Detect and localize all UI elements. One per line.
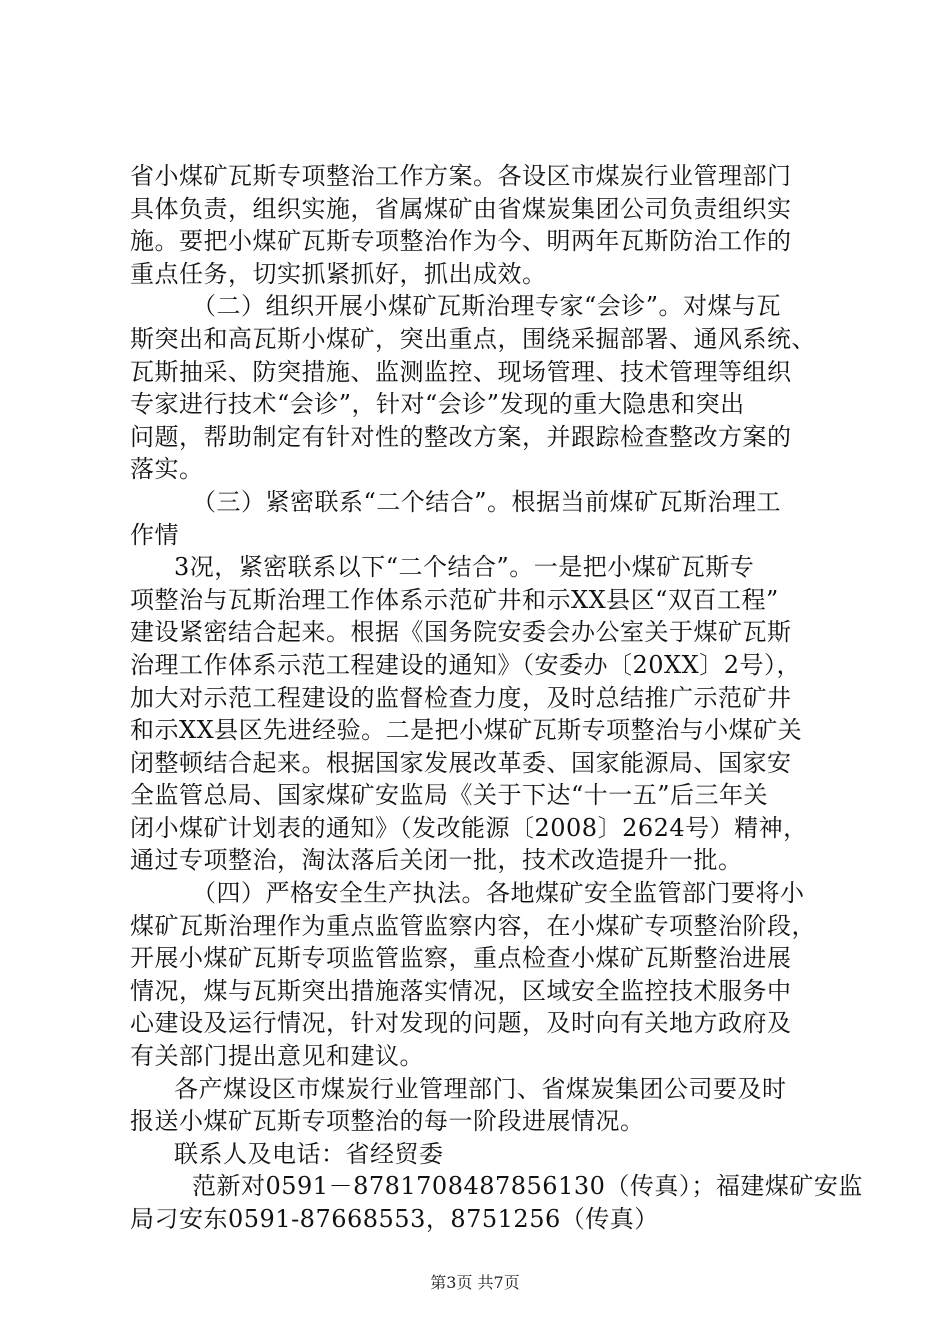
text-line: 心建设及运行情况，针对发现的问题，及时向有关地方政府及: [130, 1009, 792, 1038]
text-line: 情况，煤与瓦斯突出措施落实情况，区域安全监控技术服务中: [130, 976, 792, 1005]
text-line: 项整治与瓦斯治理工作体系示范矿井和示XX县区“双百工程”: [130, 585, 779, 614]
text-line: 煤矿瓦斯治理作为重点监管监察内容，在小煤矿专项整治阶段，: [130, 911, 816, 940]
document-body: [130, 160, 863, 1236]
text-line: 专家进行技术“会诊”，针对“会诊”发现的重大隐患和突出: [130, 390, 745, 419]
text-line-paragraph-start: 3况，紧密联系以下“二个结合”。一是把小煤矿瓦斯专: [174, 553, 755, 582]
page-number-footer: 第3页 共7页: [430, 1273, 520, 1292]
text-line-paragraph-start: （三）紧密联系“二个结合”。根据当前煤矿瓦斯治理工: [192, 487, 782, 516]
text-line: 建设紧密结合起来。根据《国务院安委会办公室关于煤矿瓦斯: [130, 618, 792, 647]
text-line-paragraph-start: （四）严格安全生产执法。各地煤矿安全监管部门要将小: [192, 879, 805, 908]
text-line: 有关部门提出意见和建议。: [130, 1042, 424, 1071]
text-line: 全监管总局、国家煤矿安监局《关于下达“十一五”后三年关: [130, 781, 769, 810]
text-line: 和示XX县区先进经验。二是把小煤矿瓦斯专项整治与小煤矿关: [130, 716, 803, 745]
text-line: 落实。: [130, 455, 204, 484]
text-line: 斯突出和高瓦斯小煤矿，突出重点，围绕采掘部署、通风系统、: [130, 324, 816, 353]
text-line-paragraph-start: 范新对0591－8781708487856130（传真）；福建煤矿安监: [192, 1172, 863, 1201]
text-line: 闭整顿结合起来。根据国家发展改革委、国家能源局、国家安: [130, 748, 792, 777]
text-line: 治理工作体系示范工程建设的通知》（安委办〔20XX〕2号），: [130, 650, 801, 679]
text-line: 开展小煤矿瓦斯专项监管监察，重点检查小煤矿瓦斯整治进展: [130, 944, 792, 973]
text-line: 闭小煤矿计划表的通知》（发改能源〔2008〕2624号）精神，: [130, 813, 808, 842]
text-line: 问题，帮助制定有针对性的整改方案，并跟踪检查整改方案的: [130, 422, 792, 451]
text-line: 重点任务，切实抓紧抓好，抓出成效。: [130, 259, 547, 288]
text-line: 通过专项整治，淘汰落后关闭一批，技术改造提升一批。: [130, 846, 743, 875]
text-line: 具体负责，组织实施，省属煤矿由省煤炭集团公司负责组织实: [130, 194, 792, 223]
text-line: 局刁安东0591-87668553，8751256（传真）: [130, 1205, 659, 1233]
text-line-paragraph-start: （二）组织开展小煤矿瓦斯治理专家“会诊”。对煤与瓦: [192, 292, 782, 321]
text-line: 作情: [130, 520, 179, 549]
text-line: 报送小煤矿瓦斯专项整治的每一阶段进展情况。: [130, 1107, 645, 1136]
text-line: 省小煤矿瓦斯专项整治工作方案。各设区市煤炭行业管理部门: [130, 162, 792, 190]
text-line: 施。要把小煤矿瓦斯专项整治作为今、明两年瓦斯防治工作的: [130, 227, 792, 256]
text-line: 加大对示范工程建设的监督检查力度，及时总结推广示范矿井: [130, 683, 792, 712]
text-line-paragraph-start: 各产煤设区市煤炭行业管理部门、省煤炭集团公司要及时: [174, 1074, 787, 1103]
text-line-paragraph-start: 联系人及电话：省经贸委: [174, 1139, 444, 1168]
text-line: 瓦斯抽采、防突措施、监测监控、现场管理、技术管理等组织: [130, 357, 792, 386]
